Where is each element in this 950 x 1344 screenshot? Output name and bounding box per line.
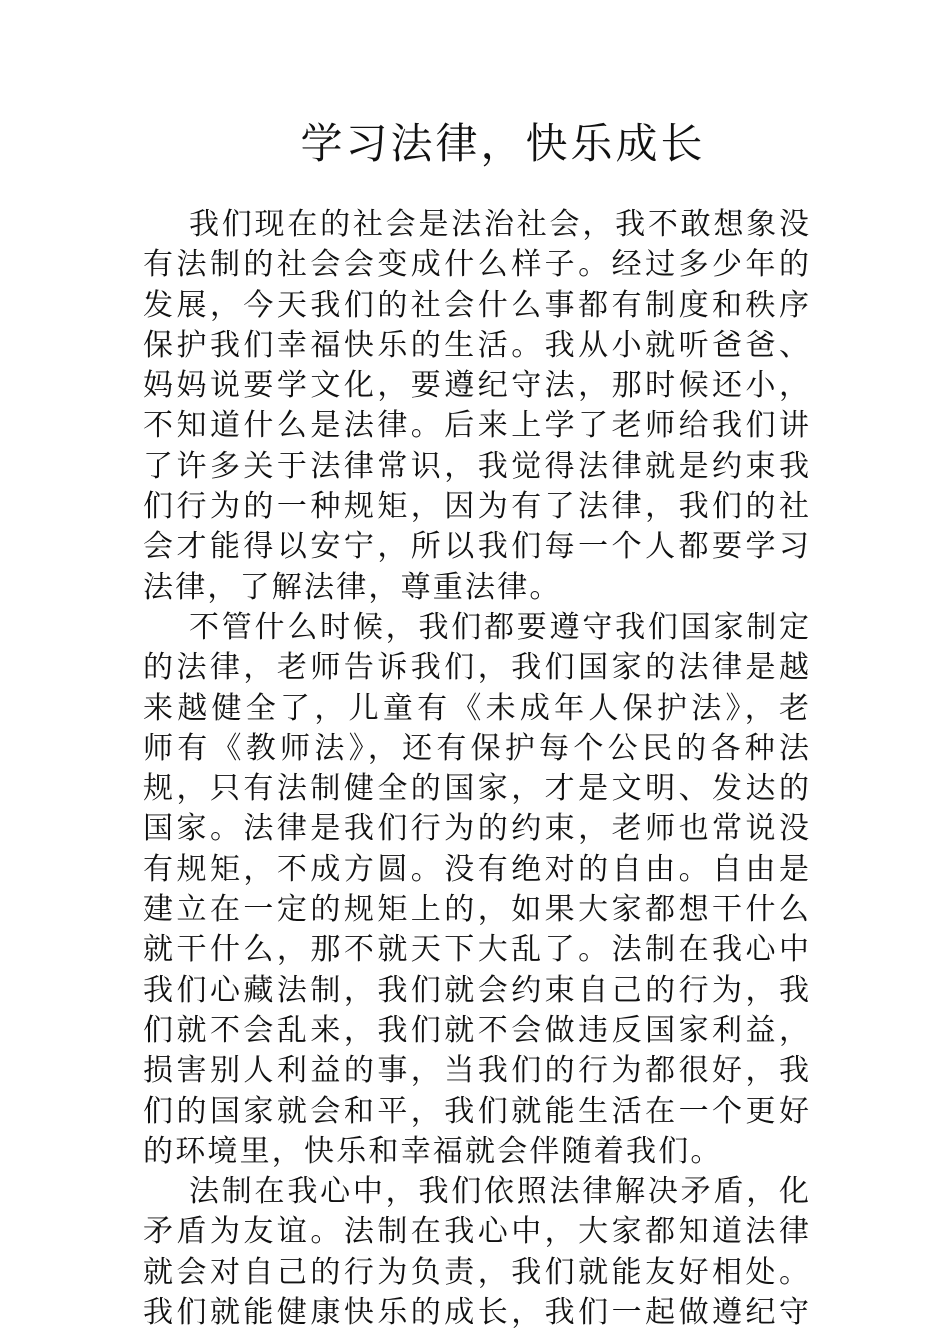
paragraph-line: 妈妈说要学文化，要遵纪守法，那时候还小，: [143, 368, 809, 404]
paragraph-line: 规，只有法制健全的国家，才是文明、发达的: [143, 771, 809, 807]
paragraph-line: 了许多关于法律常识，我觉得法律就是约束我: [143, 448, 809, 484]
paragraph-line: 会才能得以安宁，所以我们每一个人都要学习: [143, 529, 809, 565]
paragraph-line: 我们心藏法制，我们就会约束自己的行为，我: [143, 972, 809, 1008]
paragraph-line: 师有《教师法》，还有保护每个公民的各种法: [143, 730, 809, 766]
paragraph-line: 就干什么，那不就天下大乱了。法制在我心中: [143, 932, 809, 968]
paragraph-line: 的环境里，快乐和幸福就会伴随着我们。: [143, 1133, 723, 1169]
paragraph-line: 就会对自己的行为负责，我们就能友好相处。: [143, 1254, 809, 1290]
paragraph-line: 们的国家就会和平，我们就能生活在一个更好: [143, 1093, 809, 1129]
paragraph-line: 矛盾为友谊。法制在我心中，大家都知道法律: [143, 1214, 809, 1250]
paragraph-line: 国家。法律是我们行为的约束，老师也常说没: [143, 811, 809, 847]
paragraph-line: 损害别人利益的事，当我们的行为都很好，我: [143, 1053, 809, 1089]
paragraph-line: 法制在我心中，我们依照法律解决矛盾，化: [189, 1174, 809, 1210]
paragraph-line: 法律，了解法律，尊重法律。: [143, 569, 562, 605]
paragraph-line: 有规矩，不成方圆。没有绝对的自由。自由是: [143, 851, 809, 887]
document-title: 学习法律，快乐成长: [300, 119, 706, 168]
paragraph-line: 不管什么时候，我们都要遵守我们国家制定: [189, 609, 809, 645]
paragraph-line: 不知道什么是法律。后来上学了老师给我们讲: [143, 408, 809, 444]
paragraph-line: 发展，今天我们的社会什么事都有制度和秩序: [143, 287, 809, 323]
paragraph-line: 保护我们幸福快乐的生活。我从小就听爸爸、: [143, 327, 809, 363]
document-body: [143, 205, 809, 1333]
paragraph-line: 们就不会乱来，我们就不会做违反国家利益，: [143, 1012, 809, 1048]
paragraph-line: 我们现在的社会是法治社会，我不敢想象没: [189, 207, 809, 242]
paragraph-line: 的法律，老师告诉我们，我们国家的法律是越: [143, 650, 809, 686]
paragraph-line: 有法制的社会会变成什么样子。经过多少年的: [143, 247, 809, 283]
paragraph-line: 建立在一定的规矩上的，如果大家都想干什么: [143, 892, 809, 928]
paragraph-line: 们行为的一种规矩，因为有了法律，我们的社: [143, 489, 809, 525]
paragraph-line: 来越健全了，儿童有《未成年人保护法》，老: [143, 690, 809, 726]
paragraph-line: 我们就能健康快乐的成长，我们一起做遵纪守: [143, 1295, 809, 1331]
